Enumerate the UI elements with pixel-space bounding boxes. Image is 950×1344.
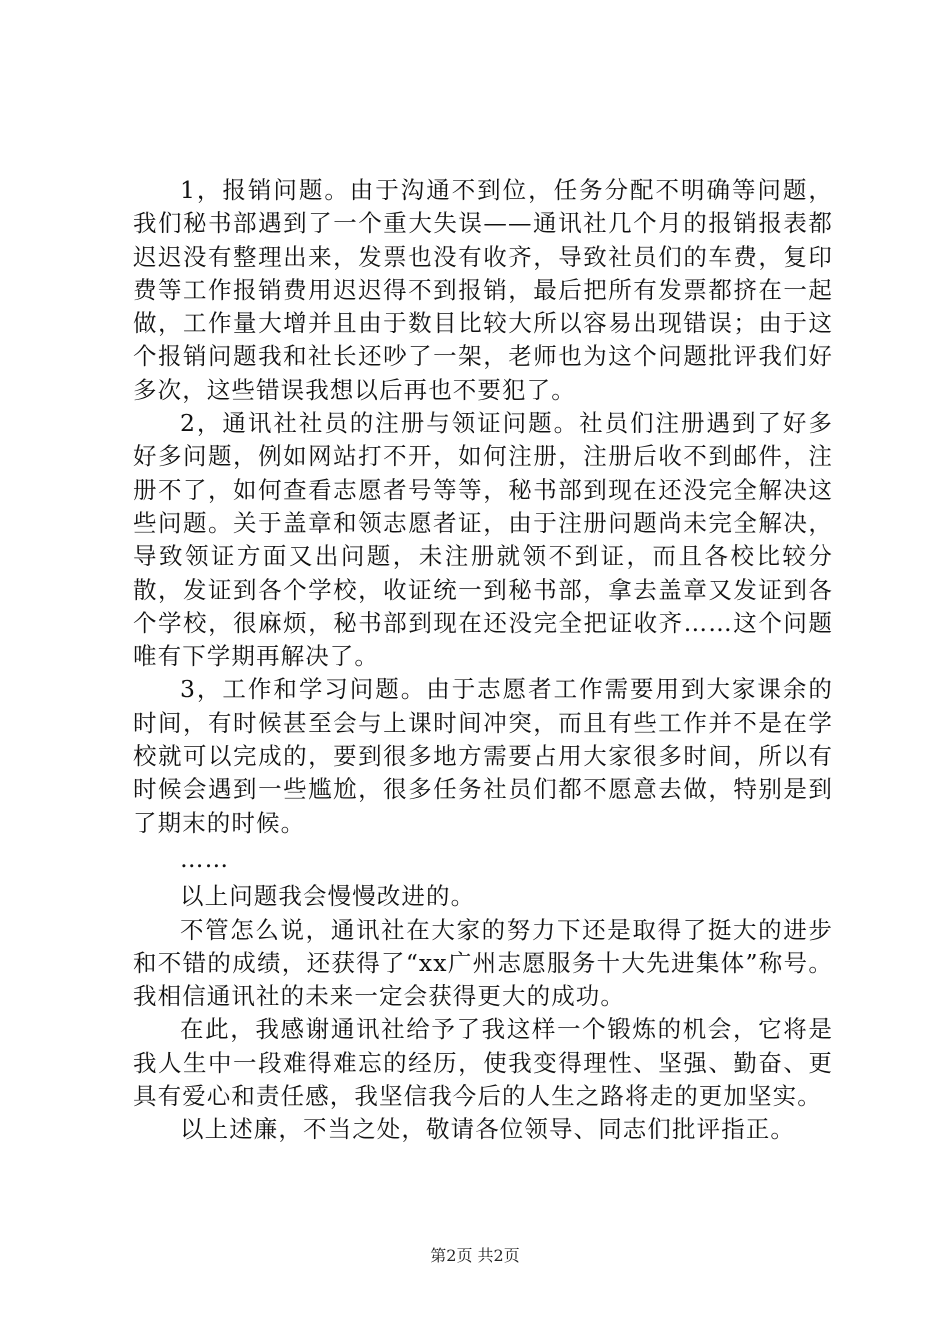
document-body [133, 174, 833, 1147]
paragraph-achievements: 不管怎么说，通讯社在大家的努力下还是取得了挺大的进步和不错的成绩，还获得了“xx广州志愿服务十大先进集体”称号。我相信通讯社的未来一定会获得更大的成功。 [133, 915, 833, 1011]
paragraph-work-study-issue: 3，工作和学习问题。由于志愿者工作需要用到大家课余的时间，有时候甚至会与上课时间冲突，而且有些工作并不是在学校就可以完成的，要到很多地方需要占用大家很多时间，所以有时候会遇到一些尴尬，很多任务社员们都不愿意去做，特别是到了期末的时候。 [133, 675, 833, 837]
paragraph-improvement: 以上问题我会慢慢改进的。 [180, 882, 476, 911]
page-number-footer: 第2页 共2页 [430, 1246, 520, 1265]
paragraph-closing: 以上述廉，不当之处，敬请各位领导、同志们批评指正。 [180, 1115, 795, 1144]
paragraph-reimbursement-issue: 1，报销问题。由于沟通不到位，任务分配不明确等问题，我们秘书部遇到了一个重大失误——通讯社几个月的报销报表都迟迟没有整理出来，发票也没有收齐，导致社员们的车费，复印费等工作报销费用迟迟得不到报销，最后把所有发票都挤在一起做，工作量大增并且由于数目比较大所以容易出现错误；由于这个报销问题我和社长还吵了一架，老师也为这个问题批评我们好多次，这些错误我想以后再也不要犯了。 [133, 176, 833, 404]
paragraph-ellipsis: …… [180, 844, 230, 873]
paragraph-thanks: 在此，我感谢通讯社给予了我这样一个锻炼的机会，它将是我人生中一段难得难忘的经历，使我变得理性、坚强、勤奋、更具有爱心和责任感，我坚信我今后的人生之路将走的更加坚实。 [133, 1015, 833, 1111]
paragraph-registration-issue: 2，通讯社社员的注册与领证问题。社员们注册遇到了好多好多问题，例如网站打不开，如何注册，注册后收不到邮件，注册不了，如何查看志愿者号等等，秘书部到现在还没完全解决这些问题。关于盖章和领志愿者证，由于注册问题尚未完全解决，导致领证方面又出问题，未注册就领不到证，而且各校比较分散，发证到各个学校，收证统一到秘书部，拿去盖章又发证到各个学校，很麻烦，秘书部到现在还没完全把证收齐……这个问题唯有下学期再解决了。 [133, 409, 833, 671]
